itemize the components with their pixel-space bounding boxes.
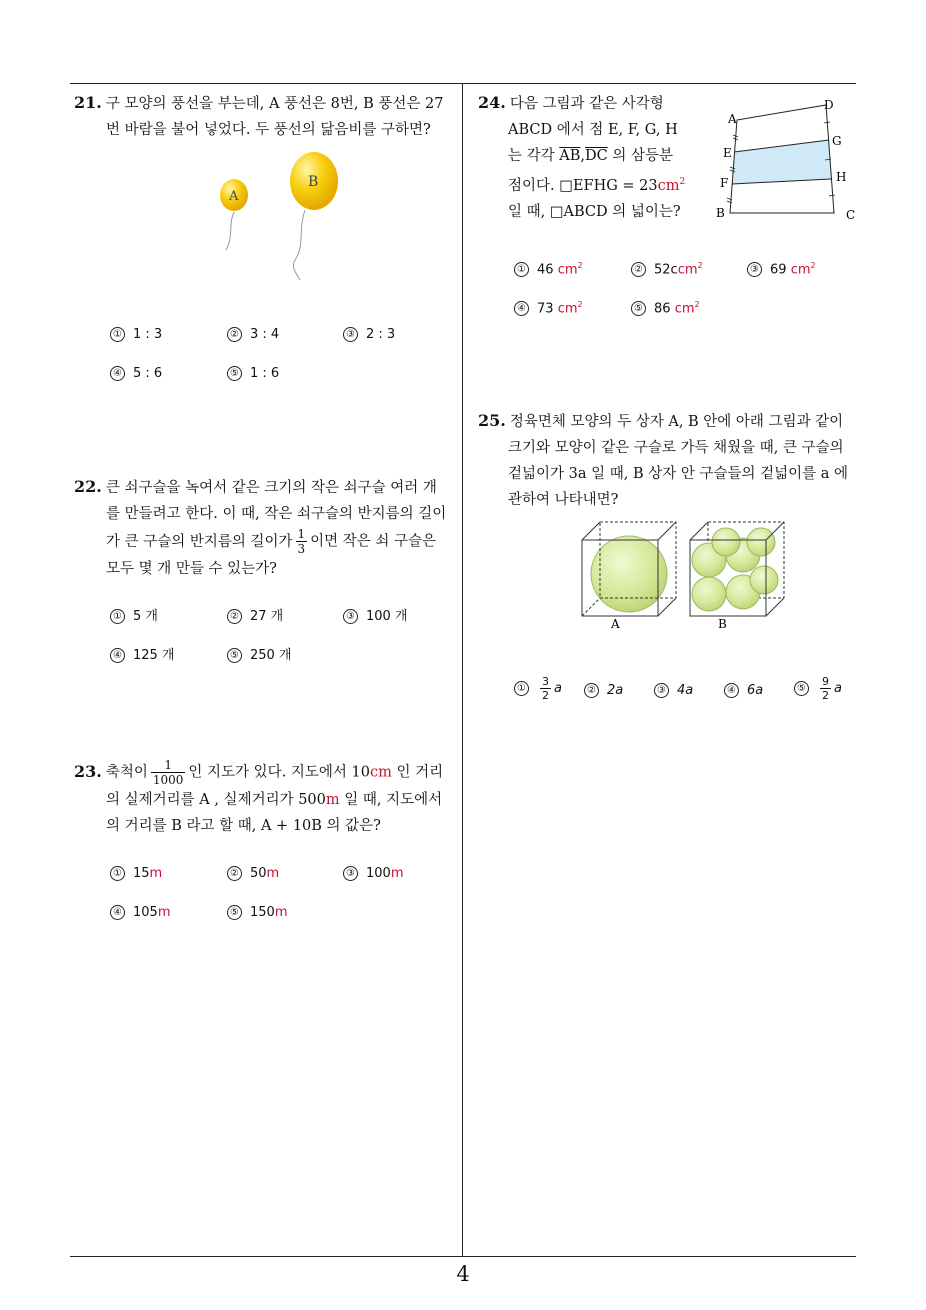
question-text-line: 구 모양의 풍선을 부는데, A 풍선은 8번, B 풍선은 27: [105, 96, 444, 112]
question-text-line: 가 큰 구슬의 반지름의 길이가: [106, 533, 293, 550]
question-number: 22.: [74, 477, 102, 496]
option-2[interactable]: ② 2a: [584, 683, 623, 698]
top-rule: [70, 83, 856, 84]
question-text-line: 이면 작은 쇠 구슬은: [310, 533, 437, 550]
question-number: 23.: [74, 761, 102, 781]
option-3[interactable]: ③ 69 $cm^2$: [747, 261, 816, 277]
balloons-figure: [210, 150, 350, 285]
option-4[interactable]: ④ 6a: [724, 683, 763, 698]
bottom-rule: [70, 1256, 856, 1257]
fraction: $\frac{1}{3}$: [297, 527, 306, 556]
q22-options: [110, 605, 450, 665]
option-1[interactable]: ① 46 $cm^2$: [514, 261, 583, 277]
fraction: $\frac{1}{1000}$: [152, 758, 184, 787]
option-2[interactable]: ② 52ccm$^2$: [631, 261, 703, 277]
balloon-string: [293, 210, 305, 280]
question-22: [74, 474, 459, 582]
option-1[interactable]: ① 15m: [110, 866, 162, 881]
balloon-b-label: B: [308, 174, 319, 190]
question-text-line: 번 바람을 불어 넣었다. 두 풍선의 닮음비를 구하면?: [106, 122, 431, 138]
question-text-line: 큰 쇠구슬을 녹여서 같은 크기의 작은 쇠구슬 여러 개: [105, 480, 437, 496]
label-c: C: [846, 208, 856, 222]
label-e: E: [723, 146, 732, 160]
option-3[interactable]: ③ 100m: [343, 866, 404, 881]
question-23: 23. 축척이 $\frac{1}{1000}$ 인 지도가 있다. 지도에서 10cm 인 거리 의 실제거리를 A , 실제거리가 500m 일 때, 지도에서 의 거리를 B 라고 할 때, A + 10B 의 값은?: [74, 758, 444, 834]
label-g: G: [832, 134, 842, 148]
question-text-line: 모두 몇 개 만들 수 있는가?: [106, 561, 277, 577]
q25-options: [514, 675, 854, 715]
option-4[interactable]: ④ 105m: [110, 905, 171, 920]
question-number: 25.: [478, 411, 506, 430]
option-2[interactable]: ② 50m: [227, 866, 279, 881]
balloon-string: [226, 212, 234, 250]
question-21-text: [74, 90, 454, 143]
label-b: B: [716, 206, 725, 220]
option-2[interactable]: ② 3 : 4: [227, 327, 279, 342]
option-1[interactable]: ① 5 개: [110, 605, 158, 624]
option-4[interactable]: ④ 125 개: [110, 644, 175, 663]
question-number: 24.: [478, 93, 506, 112]
balloon-a-label: A: [229, 189, 239, 204]
option-4[interactable]: ④ 5 : 6: [110, 366, 162, 381]
option-5[interactable]: ⑤ 250 개: [227, 644, 292, 663]
label-d: D: [824, 98, 834, 112]
question-25: 25. 정육면체 모양의 두 상자 A, B 안에 아래 그림과 같이 크기와 모양이 같은 구슬로 가득 채웠을 때, 큰 구슬의 겉넓이가 3a 일 때, B 상자 안 구슬들의 겉넓이를 a 에 관하여 나타내면?: [478, 411, 848, 508]
label-h: H: [836, 170, 847, 184]
option-5[interactable]: ⑤ 1 : 6: [227, 366, 279, 381]
option-3[interactable]: ③ 4a: [654, 683, 693, 698]
option-3[interactable]: ③ 2 : 3: [343, 327, 395, 342]
option-3[interactable]: ③ 100 개: [343, 605, 408, 624]
cubes-figure: [578, 518, 788, 630]
option-1[interactable]: ① 1 : 3: [110, 327, 162, 342]
question-text-line: 를 만들려고 한다. 이 때, 작은 쇠구슬의 반지름의 길이: [106, 506, 447, 522]
shaded-region-efhg: [732, 140, 831, 184]
q23-options: [110, 866, 450, 926]
question-number: 21.: [74, 93, 102, 112]
label-f: F: [720, 176, 729, 190]
page-number: 4: [456, 1262, 470, 1286]
quadrilateral-figure: [712, 95, 862, 225]
option-5[interactable]: ⑤ 86 $cm^2$: [631, 300, 700, 316]
cube-a-label: A: [611, 617, 620, 630]
cube-a: [582, 522, 676, 616]
label-a: A: [728, 112, 737, 126]
question-24: 24. 다음 그림과 같은 사각형 ABCD 에서 점 E, F, G, H 는 각각 $\overline{AB},\overline{DC}$ 의 삼등분 점이다. □EFHG = $23cm^2$ 일 때, □ABCD 의 넓이는?: [478, 93, 686, 220]
cube-b-label: B: [718, 617, 727, 630]
option-4[interactable]: ④ 73 $cm^2$: [514, 300, 583, 316]
q21-options: [110, 327, 450, 387]
cube-b: [690, 522, 784, 616]
option-5[interactable]: ⑤ $\frac{9}{2}$ a: [794, 675, 842, 702]
option-2[interactable]: ② 27 개: [227, 605, 283, 624]
option-5[interactable]: ⑤ 150m: [227, 905, 288, 920]
column-divider: [462, 83, 463, 1257]
question-21: [74, 90, 454, 143]
option-1[interactable]: ① $\frac{3}{2}$ a: [514, 675, 562, 702]
q24-options: [514, 261, 854, 321]
